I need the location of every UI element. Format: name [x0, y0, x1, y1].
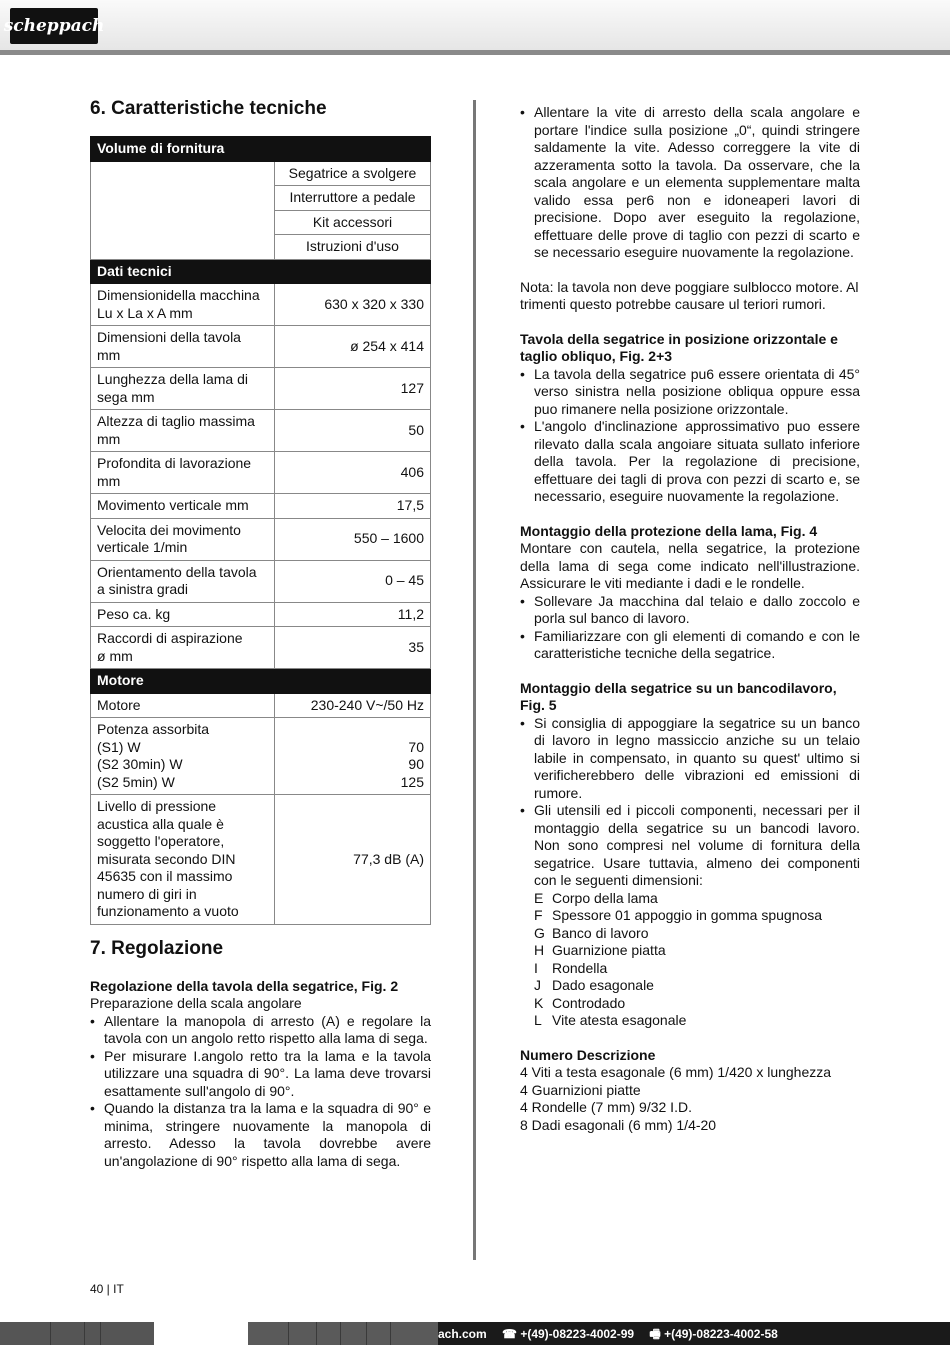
component-code-item	[534, 1012, 860, 1030]
spec-label-line: verticale 1/min	[97, 539, 188, 555]
spec-value	[275, 627, 431, 669]
component-code-desc: Spessore 01 appoggio in gomma spugnosa	[552, 907, 823, 923]
heading-tavola: Tavola della segatrice in posizione orizzontale e taglio obliquo, Fig. 2+3	[520, 330, 838, 364]
spec-section-title: Motore	[91, 669, 431, 694]
spec-label	[91, 452, 275, 494]
numero-item: 4 Rondelle (7 mm) 9/32 I.D.	[520, 1099, 692, 1115]
spec-label	[91, 494, 275, 519]
spec-label-line: Movimento verticale mm	[97, 497, 249, 513]
brand-logo-text: scheppach	[3, 16, 105, 36]
bullet-item: • Si consiglia di appoggiare la segatrice su un banco di lavoro in legno massiccio anziche su un telaio labile in compensato, in quanto su quest' ultimo si verificherebbero delle vibrazioni ed emissioni di rumore.	[520, 715, 860, 803]
component-code-letter: E	[534, 889, 544, 906]
spec-label	[91, 284, 275, 326]
spec-label	[91, 410, 275, 452]
bullet-item: • Allentare la manopola di arresto (A) e regolare la tavola con un angolo retto rispetto alla lama di sega.	[90, 1013, 431, 1048]
component-code-desc: Dado esagonale	[552, 977, 654, 993]
delivery-item: Istruzioni d'uso	[275, 235, 431, 260]
footer-website[interactable]: ach.com	[438, 1327, 487, 1341]
component-code-desc: Corpo della lama	[552, 889, 658, 906]
spec-value	[275, 560, 431, 602]
component-code-desc: Vite atesta esagonale	[552, 1012, 687, 1028]
reg-heading: Regolazione della tavola della segatrice, Fig. 2	[90, 977, 399, 994]
spec-value-line: 406	[400, 463, 424, 480]
delivery-item: Segatrice a svolgere	[275, 161, 431, 186]
spec-value-line: 0 – 45	[385, 572, 424, 589]
spec-value	[275, 494, 431, 519]
spec-section-header	[91, 669, 431, 694]
delivery-row	[91, 161, 431, 186]
spec-value-line: 230-240 V~/50 Hz	[310, 696, 424, 713]
bullet-list-tavola	[520, 366, 860, 506]
spec-value-line: 50	[408, 421, 424, 438]
spec-label	[91, 627, 275, 669]
spec-label	[91, 795, 275, 925]
component-code-letter: J	[534, 977, 541, 993]
spec-label-line: mm	[97, 472, 121, 489]
spec-label	[91, 560, 275, 602]
spec-row	[91, 693, 431, 718]
header-rule	[0, 50, 950, 55]
spec-label-line: Dimensioni della tavola	[97, 329, 241, 345]
spec-label-line: a sinistra gradi	[97, 581, 189, 597]
spec-label-line: Velocita dei movimento	[97, 521, 241, 538]
spec-value	[275, 410, 431, 452]
brand-logo	[3, 8, 105, 44]
component-code-letter: L	[534, 1012, 542, 1028]
heading-numero: Numero Descrizione	[520, 1046, 656, 1063]
component-code-letter: H	[534, 942, 545, 958]
spec-label-line: (S2 5min) W	[97, 773, 175, 790]
column-divider	[473, 100, 476, 1260]
spec-value-line: 127	[400, 379, 424, 396]
spec-label-line: Raccordi di aspirazione	[97, 630, 243, 646]
numero-item: 4 Viti a testa esagonale (6 mm) 1/420 x lunghezza	[520, 1064, 832, 1080]
spec-row	[91, 410, 431, 452]
spec-label-line: mm	[97, 430, 121, 447]
spec-label-line: Orientamento della tavola	[97, 563, 257, 580]
spec-label-line: 45635 con il massimo	[97, 868, 233, 884]
section-title-7: 7. Regolazione	[90, 937, 224, 959]
spec-row	[91, 326, 431, 368]
reg-bullet-list	[90, 1013, 431, 1171]
spec-value-line	[281, 721, 424, 739]
delivery-item: Kit accessori	[275, 210, 431, 235]
spec-table	[90, 136, 431, 925]
component-code-item	[534, 960, 860, 978]
spec-value-line: 90	[408, 756, 424, 772]
reg-subheading: Preparazione della scala angolare	[90, 995, 302, 1011]
spec-label	[91, 693, 275, 718]
spec-row	[91, 795, 431, 925]
spec-section-header	[91, 259, 431, 284]
footer-segment	[248, 1322, 438, 1345]
spec-row	[91, 718, 431, 795]
spec-value-line: 630 x 320 x 330	[324, 295, 424, 312]
spec-label-line: funzionamento a vuoto	[97, 903, 239, 919]
footer-phone: ☎ +(49)-08223-4002-99	[502, 1327, 635, 1341]
right-column	[520, 104, 860, 1134]
component-code-letter: I	[534, 959, 538, 976]
component-code-desc: Controdado	[552, 994, 626, 1011]
spec-label-line: (S1) W	[97, 738, 141, 755]
numero-list	[520, 1064, 860, 1134]
spec-label-line: Peso ca. kg	[97, 605, 171, 622]
spec-row	[91, 452, 431, 494]
spec-label-line: soggetto l'operatore,	[97, 833, 225, 849]
bullet-item: • L'angolo d'inclinazione approssimativo puo essere rilevato dalla scala angoiare situata sullato inferiore della tavola. Per la regolazione di precisione, effettuare dei tagli di prova con pezzi di scarto e, se necessario, eseguire nuovamente la regolazione.	[520, 418, 860, 506]
component-code-letter: F	[534, 907, 543, 923]
spec-section-title: Dati tecnici	[91, 259, 431, 284]
spec-row	[91, 627, 431, 669]
bullet-item: • Sollevare Ja macchina dal telaio e dallo zoccolo e porla sul banco di lavoro.	[520, 593, 860, 628]
spec-label-line: Lunghezza della lama di	[97, 371, 248, 387]
component-code-list	[520, 890, 860, 1030]
heading-protezione: Montaggio della protezione della lama, Fig. 4	[520, 522, 818, 539]
spec-value-line: 550 – 1600	[353, 530, 424, 547]
bullet-item: • La tavola della segatrice pu6 essere orientata di 45° verso sinistra nella posizione obliqua oppure essa puo rimanere nella posizione orizzontale.	[520, 366, 860, 419]
heading-banco: Montaggio della segatrice su un bancodilavoro, Fig. 5	[520, 679, 837, 713]
spec-value-line: 70	[408, 738, 424, 755]
spec-label-line: Altezza di taglio massima	[97, 413, 255, 429]
delivery-item: Interruttore a pedale	[275, 186, 431, 211]
spec-value	[275, 795, 431, 925]
bullet-list-scale	[520, 104, 860, 262]
note-paragraph: Nota: la tavola non deve poggiare sulblocco motore. Al trimenti questo potrebbe causare ul teriori rumori.	[520, 278, 859, 312]
spec-label-line: sega mm	[97, 388, 155, 405]
spec-value-line: 125	[400, 773, 424, 790]
component-code-item	[534, 925, 860, 943]
spec-row	[91, 560, 431, 602]
spec-row	[91, 494, 431, 519]
spec-section-title: Volume di fornitura	[91, 137, 431, 162]
component-code-item	[534, 890, 860, 908]
bullet-list-banco	[520, 715, 860, 890]
spec-row	[91, 368, 431, 410]
footer-contact	[438, 1325, 790, 1346]
spec-label	[91, 518, 275, 560]
component-code-letter: K	[534, 994, 544, 1011]
spec-label-line: misurata secondo DIN	[97, 850, 236, 867]
spec-label-line: Potenza assorbita	[97, 721, 210, 737]
spec-value	[275, 452, 431, 494]
paragraph-protezione: Montare con cautela, nella segatrice, la protezione della lama di sega come indicato nell'illustrazione. Assicurare le viti mediante i dadi e le rondelle.	[520, 540, 860, 591]
spec-label-line: Motore	[97, 696, 141, 713]
component-code-item	[534, 907, 860, 925]
spec-label	[91, 368, 275, 410]
spec-value-line: 77,3 dB (A)	[353, 850, 424, 867]
left-column	[90, 98, 431, 1170]
spec-value-line: 35	[408, 638, 424, 655]
spec-value	[275, 602, 431, 627]
spec-label-line: Dimensionidella macchina	[97, 287, 260, 303]
spec-label-line: Profondita di lavorazione	[97, 455, 252, 471]
spec-row	[91, 518, 431, 560]
component-code-desc: Guarnizione piatta	[552, 942, 666, 958]
spec-label	[91, 602, 275, 627]
spec-value-line: 11,2	[397, 605, 424, 622]
footer-segment	[0, 1322, 154, 1345]
spec-label-line: acustica alla quale è	[97, 815, 224, 832]
spec-label-line: ø mm	[97, 647, 133, 664]
spec-label-line: (S2 30min) W	[97, 756, 183, 772]
component-code-item	[534, 942, 860, 960]
spec-value-line: 17,5	[396, 497, 424, 513]
spec-value	[275, 368, 431, 410]
component-code-desc: Rondella	[552, 959, 608, 976]
bullet-item: • Per misurare I.angolo retto tra la lama e la tavola utilizzare una squadra di 90°. La lama deve trovarsi esattamente sull'angolo di 90°.	[90, 1048, 431, 1101]
numero-item: 8 Dadi esagonali (6 mm) 1/4-20	[520, 1116, 717, 1133]
spec-label	[91, 326, 275, 368]
bullet-item: • Allentare la vite di arresto della scala angolare e portare l'indice sulla posizione „0“, quindi stringere saldamente la vite. Adesso correggere la vite di azzeramenta sotto la tavola. Da osservare, che la scala angolare e un elementa supplementare malta valido essa per6 non e idoneaperi lavori di precisione. Dopo aver eseguito la regolazione, effettuare delle prove di taglio con pezzi di scarto e se necessario eseguire nuovamente la regolazione.	[520, 104, 860, 262]
footer-fax: 🖷 +(49)-08223-4002-58	[649, 1327, 778, 1341]
spec-value	[275, 326, 431, 368]
component-code-item	[534, 977, 860, 995]
footer-segment-light	[154, 1322, 248, 1345]
spec-label-line: numero di giri in	[97, 885, 197, 902]
spec-label-line: Lu x La x A mm	[97, 304, 193, 321]
bullet-item: • Familiarizzare con gli elementi di comando e con le caratteristiche tecniche della segatrice.	[520, 628, 860, 663]
spec-value	[275, 518, 431, 560]
header-bar	[0, 0, 950, 50]
spec-label-line: Livello di pressione	[97, 798, 217, 814]
component-code-item	[534, 995, 860, 1013]
delivery-blank-cell	[91, 161, 275, 259]
component-code-desc: Banco di lavoro	[552, 924, 649, 941]
spec-row	[91, 284, 431, 326]
spec-value-line: ø 254 x 414	[350, 337, 424, 354]
spec-value	[275, 284, 431, 326]
spec-section-header	[91, 137, 431, 162]
spec-value	[275, 693, 431, 718]
spec-row	[91, 602, 431, 627]
section-title-6: 6. Caratteristiche tecniche	[90, 98, 327, 119]
spec-label-line: mm	[97, 346, 121, 363]
bullet-item: • Gli utensili ed i piccoli componenti, necessari per il montaggio della segatrice su un bancodi lavoro. Non sono compresi nel volume di fornitura della segatrice. Usare tuttavia, almeno dei componenti con le seguenti dimensioni:	[520, 802, 860, 890]
spec-label	[91, 718, 275, 795]
bullet-list-protezione	[520, 593, 860, 663]
numero-item: 4 Guarnizioni piatte	[520, 1081, 641, 1098]
page-number: 40 | IT	[90, 1282, 124, 1296]
spec-value	[275, 718, 431, 795]
bullet-item: • Quando la distanza tra la lama e la squadra di 90° e minima, stringere nuovamente la manopola di arresto. Adesso la tavola dovrebbe avere un'angolazione di 90° rispetto alla lama di sega.	[90, 1100, 431, 1170]
component-code-letter: G	[534, 924, 545, 941]
